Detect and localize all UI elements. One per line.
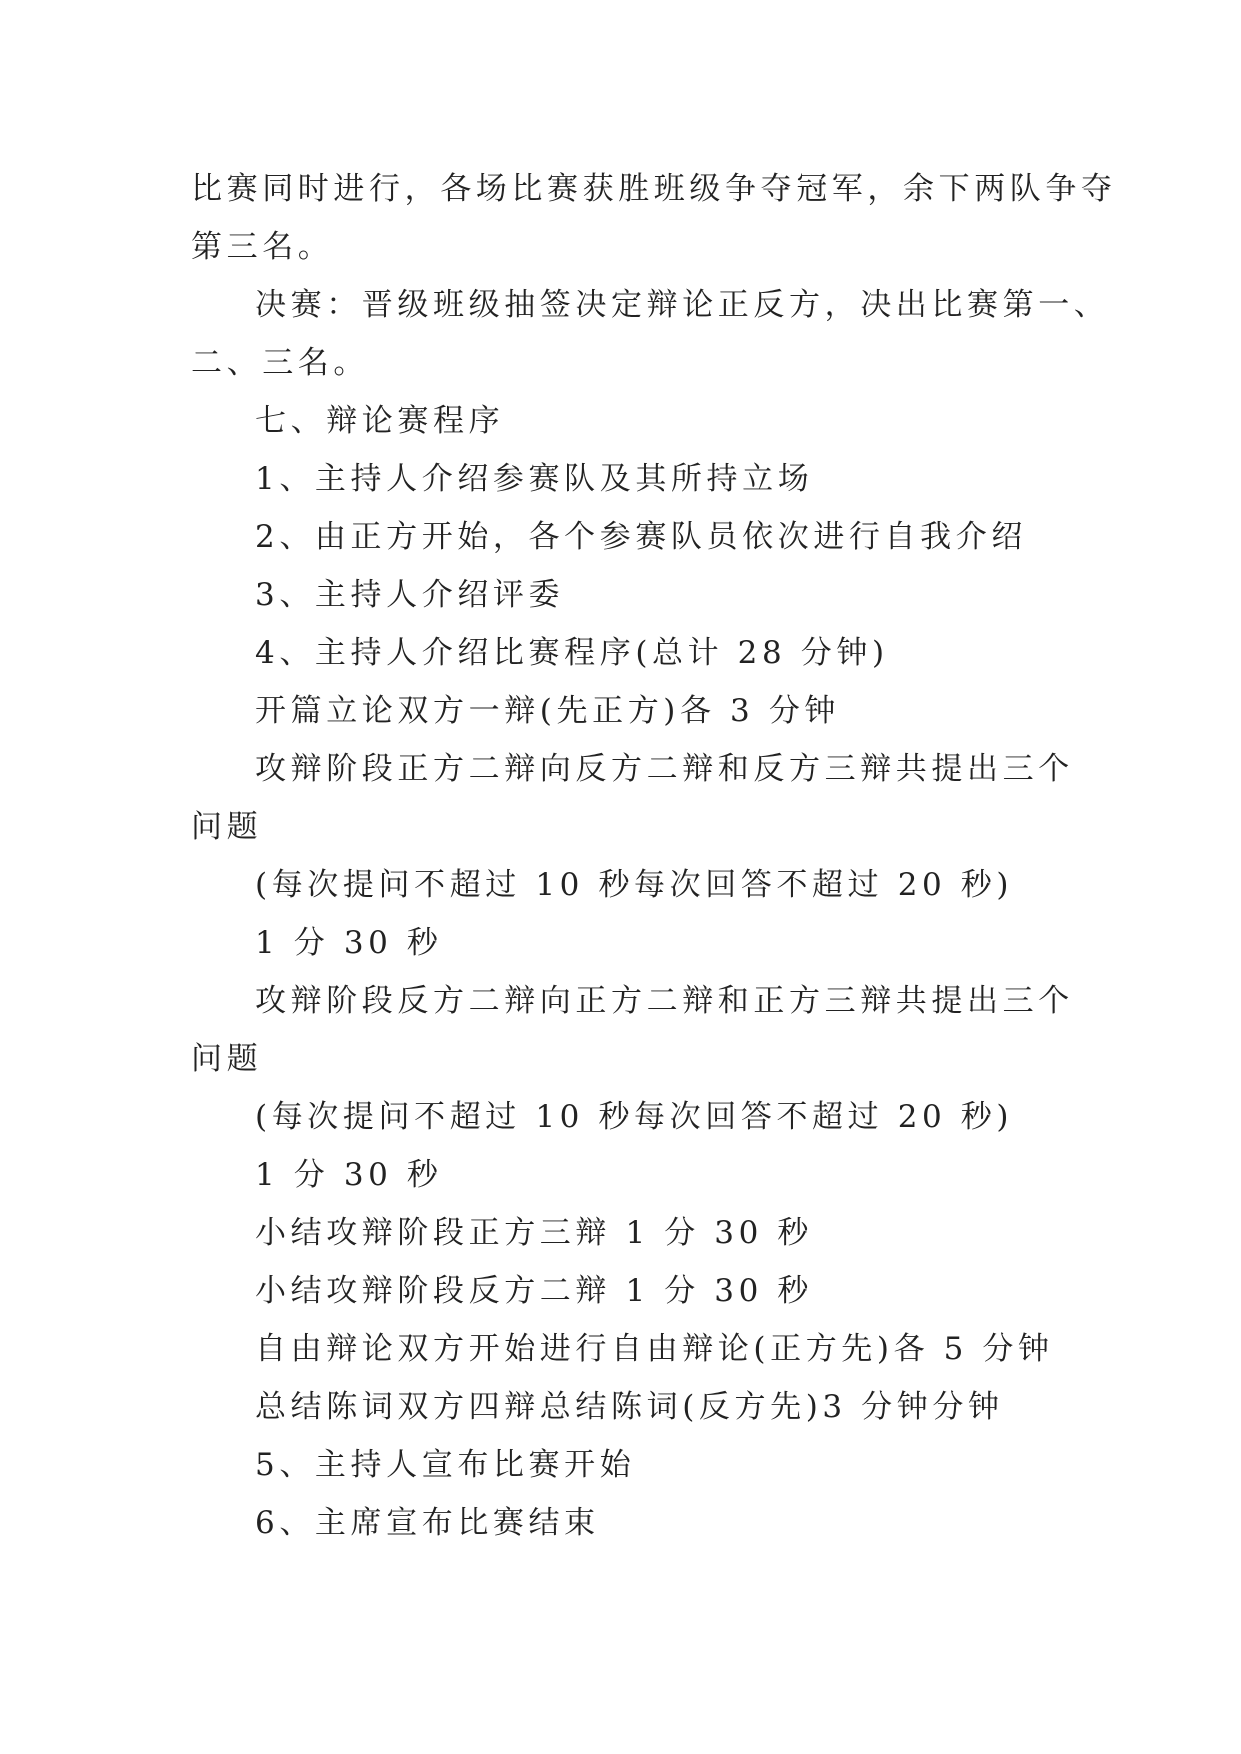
text-line: 开篇立论双方一辩(先正方)各 3 分钟 <box>255 693 841 729</box>
text-line: (每次提问不超过 10 秒每次回答不超过 20 秒) <box>255 1099 1014 1135</box>
list-item: 3、主持人介绍评委 <box>255 577 565 613</box>
list-item: 2、由正方开始，各个参赛队员依次进行自我介绍 <box>255 519 1027 555</box>
text-line: 决赛：晋级班级抽签决定辩论正反方，决出比赛第一、 <box>255 287 1110 323</box>
text-line: (每次提问不超过 10 秒每次回答不超过 20 秒) <box>255 867 1014 903</box>
text-line: 问题 <box>191 1041 263 1077</box>
text-line: 问题 <box>191 809 263 845</box>
text-line: 攻辩阶段反方二辩向正方二辩和正方三辩共提出三个 <box>255 983 1074 1019</box>
list-item: 4、主持人介绍比赛程序(总计 28 分钟) <box>255 635 889 671</box>
text-line: 第三名。 <box>191 229 334 265</box>
text-line: 攻辩阶段正方二辩向反方二辩和反方三辩共提出三个 <box>255 751 1074 787</box>
list-item: 6、主席宣布比赛结束 <box>255 1505 600 1541</box>
text-line: 小结攻辩阶段正方三辩 1 分 30 秒 <box>255 1215 813 1251</box>
document-body <box>191 160 1117 1552</box>
text-line: 自由辩论双方开始进行自由辩论(正方先)各 5 分钟 <box>255 1331 1054 1367</box>
text-line: 总结陈词双方四辩总结陈词(反方先)3 分钟分钟 <box>255 1389 1004 1425</box>
list-item: 1、主持人介绍参赛队及其所持立场 <box>255 461 814 497</box>
section-heading: 七、辩论赛程序 <box>255 403 505 439</box>
text-line: 1 分 30 秒 <box>255 925 443 961</box>
text-line: 小结攻辩阶段反方二辩 1 分 30 秒 <box>255 1273 813 1309</box>
list-item: 5、主持人宣布比赛开始 <box>255 1447 636 1483</box>
text-line: 比赛同时进行，各场比赛获胜班级争夺冠军，余下两队争夺 <box>191 171 1117 207</box>
text-line: 二、三名。 <box>191 345 369 381</box>
text-line: 1 分 30 秒 <box>255 1157 443 1193</box>
